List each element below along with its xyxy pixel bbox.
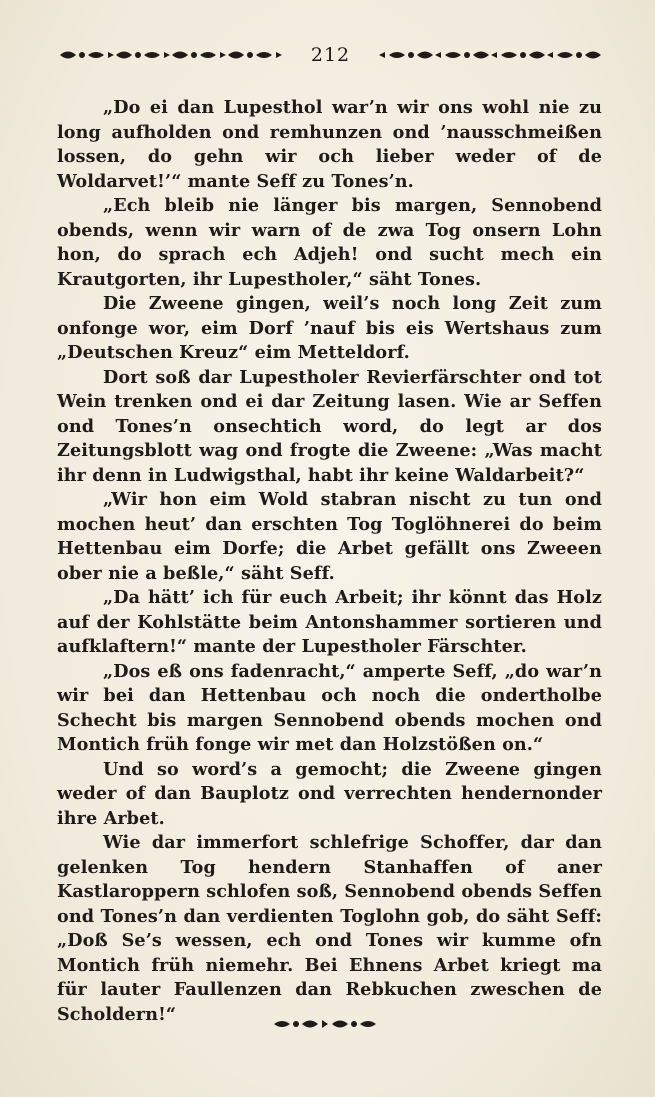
paragraph: Und so word’s a gemocht; die Zweene gingen weder of dan Bauplotz ond verrechten hendernonder ihre Arbet. xyxy=(57,758,602,829)
paragraph: „Wir hon eim Wold stabran nischt zu tun ond mochen heut’ dan erschten Tog Toglöhnerei do beim Hettenbau eim Dorfe; die Arbet gefällt ons Zweeen ober nie a beßle,“ säht Seff. xyxy=(57,489,602,584)
paragraph: „Da hätt’ ich für euch Arbeit; ihr könnt das Holz auf der Kohlstätte beim Antonshammer sortieren und aufklaftern!“ mante der Lupestholer Färschter. xyxy=(57,587,602,657)
paragraph: „Do ei dan Lupesthol war’n wir ons wohl nie zu long aufholden ond remhunzen ond ’nausschmeißen lossen, do gehn wir och lieber weder of de Woldarvet!’“ mante Seff zu Tones’n. xyxy=(57,97,602,192)
paragraph: Die Zweene gingen, weil’s noch long Zeit zum onfonge wor, eim Dorf ’nauf bis eis Wertshaus zum „Deutschen Kreuz“ eim Metteldorf. xyxy=(57,293,602,363)
floral-band-ornament-left-icon xyxy=(58,48,288,62)
paragraph: Wie dar immerfort schlefrige Schoffer, dar dan gelenken Tog hendern Stanhaffen of aner Kastlaroppern schlofen soß, Sennobend obends Seffen ond Tones’n dan verdienten Toglohn gob, do säht Seff: „Doß Se’s wessen, ech ond Tones wir kumme ofn Montich früh niemehr. Bei Ehnens Arbet kriegt ma für lauter Faullenzen dan Rebkuchen zweschen de Scholdern!“ xyxy=(57,832,602,1025)
floral-band-ornament-right-icon xyxy=(373,48,603,62)
floral-tailpiece-ornament-icon xyxy=(270,1015,380,1033)
paragraph: „Dos eß ons fadenracht,“ amperte Seff, „do war’n wir bei dan Hettenbau och noch die ondertholbe Schecht bis margen Sennobend obends mochen ond Montich früh fonge wir met dan Holzstößen on.“ xyxy=(57,660,602,755)
page-header xyxy=(58,40,603,70)
paragraph: „Ech bleib nie länger bis margen, Sennobend obends, wenn wir warn of de zwa Tog onsern Lohn hon, do sprach ech Adjeh! ond sucht mech ein Krautgorten, ihr Lupestholer,“ säht Tones. xyxy=(57,195,602,290)
body-text xyxy=(57,96,602,1027)
paragraph: Dort soß dar Lupestholer Revierfärschter ond tot Wein trenken ond ei dar Zeitung lasen. Wie ar Seffen ond Tones’n onsechtich word, do legt ar dos Zeitungsblott wag ond frogte die Zweene: „Was macht ihr denn in Ludwigsthal, habt ihr keine Waldarbeit?“ xyxy=(57,366,602,486)
page-number: 212 xyxy=(310,44,351,66)
